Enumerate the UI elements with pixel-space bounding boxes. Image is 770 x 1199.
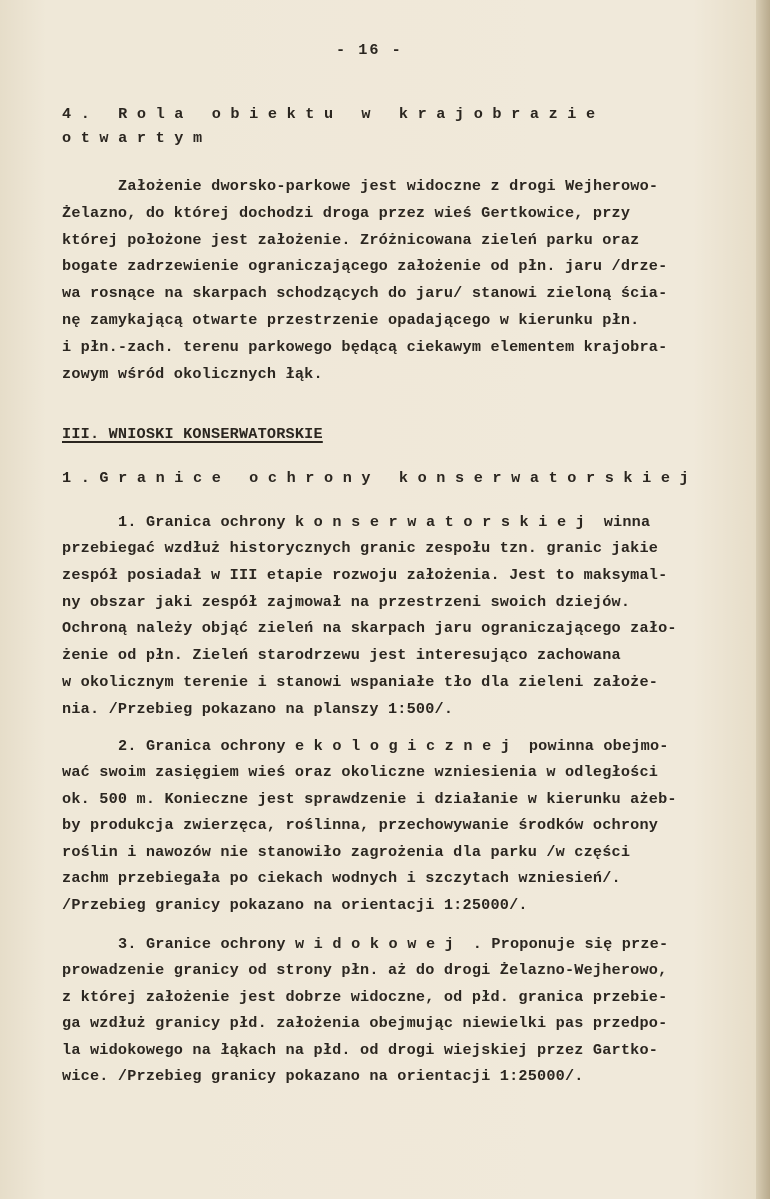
item-2-lead: 2. Granica ochrony	[118, 737, 295, 755]
text-line: w okolicznym terenie i stanowi wspaniałe tło dla zieleni założe-	[62, 673, 659, 691]
text-line: ga wzdłuż granicy płd. założenia obejmując niewielki pas przedpo-	[62, 1014, 668, 1032]
item-2-tail: powinna obejmo-	[519, 737, 669, 755]
text-line: wa rosnące na skarpach schodzących do jaru/ stanowi zieloną ścia-	[62, 284, 668, 303]
text-line: Założenie dworsko-parkowe jest widoczne z drogi Wejherowo-	[118, 177, 659, 195]
text-line: bogate zadrzewienie ograniczającego założenie od płn. jaru /drze-	[62, 257, 668, 276]
text-line: ok. 500 m. Konieczne jest sprawdzenie i działanie w kierunku ażeb-	[62, 789, 677, 808]
section-3-heading: III. WNIOSKI KONSERWATORSKIE	[62, 425, 323, 443]
text-line: nia. /Przebieg pokazano na planszy 1:500/.	[62, 699, 454, 718]
item-2-first-line	[118, 736, 669, 756]
text-line: roślin i nawozów nie stanowiło zagrożenia dla parku /w części	[62, 842, 631, 861]
subsection-1-heading: 1.Granice ochrony konserwatorskiej	[62, 469, 699, 487]
text-line: Żelazno, do której dochodzi droga przez wieś Gertkowice, przy	[62, 203, 631, 222]
text-line: Ochroną należy objąć zieleń na skarpach jaru ograniczającego zało-	[62, 619, 677, 638]
text-line: z której założenie jest dobrze widoczne, od płd. granica przebie-	[62, 987, 668, 1006]
item-3-lead: 3. Granice ochrony	[118, 935, 295, 953]
item-3-emphasis: widokowej	[294, 935, 464, 953]
text-line: wice. /Przebieg granicy pokazano na orientacji 1:25000/.	[62, 1067, 584, 1085]
text-line: ny obszar jaki zespół zajmował na przestrzeni swoich dziejów.	[62, 592, 631, 611]
item-1-first-line	[118, 512, 650, 532]
text-line: prowadzenie granicy od strony płn. aż do drogi Żelazno-Wejherowo,	[62, 961, 668, 979]
text-line: /Przebieg granicy pokazano na orientacji 1:25000/.	[62, 895, 528, 914]
text-line: żenie od płn. Zieleń starodrzewu jest interesująco zachowana	[62, 646, 621, 665]
item-2-emphasis: ekologicznej	[294, 737, 520, 755]
text-line: i płn.-zach. terenu parkowego będącą ciekawym elementem krajobra-	[62, 337, 668, 356]
text-line: zowym wśród okolicznych łąk.	[62, 364, 323, 383]
text-line: przebiegać wzdłuż historycznych granic zespołu tzn. granic jakie	[62, 539, 659, 557]
item-3-tail: . Proponuje się prze-	[463, 935, 669, 953]
item-3-first-line	[118, 934, 668, 954]
text-line: nę zamykającą otwarte przestrzenie opadającego w kierunku płn.	[62, 311, 640, 329]
text-line: la widokowego na łąkach na płd. od drogi wiejskiej przez Gartko-	[62, 1040, 659, 1059]
text-line: zachm przebiegała po ciekach wodnych i szczytach wzniesień/.	[62, 869, 621, 887]
text-line: by produkcja zwierzęca, roślinna, przechowywanie środków ochrony	[62, 816, 659, 834]
item-1-lead: 1. Granica ochrony	[118, 513, 295, 531]
section-4-heading-line-1: 4. Rola obiektu w krajobrazie	[62, 105, 605, 123]
item-1-tail: winna	[594, 513, 651, 531]
page-number: - 16 -	[336, 41, 403, 59]
page-edge-shadow	[756, 0, 770, 1199]
text-line: której położone jest założenie. Zróżnicowana zieleń parku oraz	[62, 230, 640, 249]
section-4-heading-line-2: otwartym	[62, 129, 212, 147]
item-1-emphasis: konserwatorskiej	[294, 513, 595, 531]
text-line: wać swoim zasięgiem wieś oraz okoliczne wzniesienia w odległości	[62, 763, 659, 781]
text-line: zespół posiadał w III etapie rozwoju założenia. Jest to maksymal-	[62, 565, 668, 584]
